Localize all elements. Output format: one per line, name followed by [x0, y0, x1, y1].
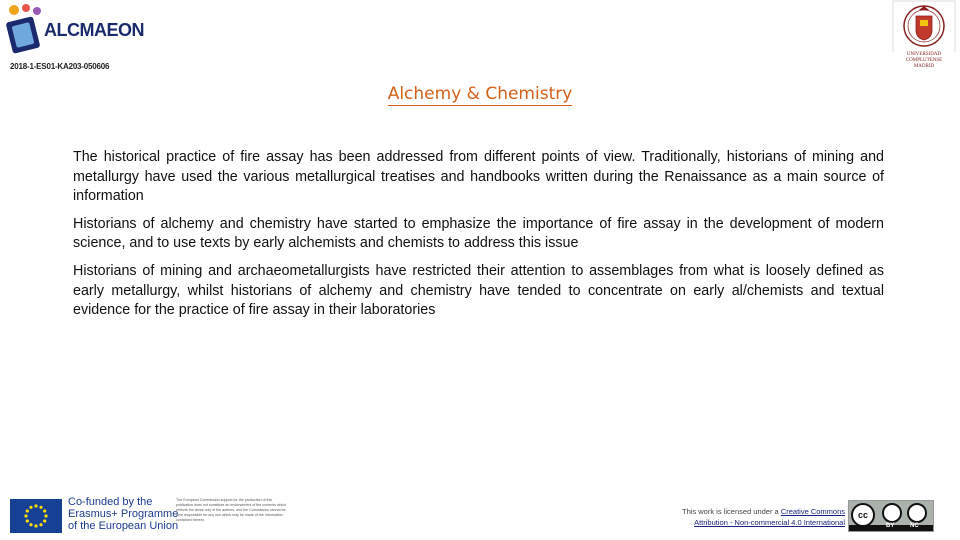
paragraph: Historians of alchemy and chemistry have started to emphasize the importance of fire assay in the development of modern science, and to use texts by early alchemists and chemists to address this issue [73, 215, 884, 252]
erasmus-cofunding-logo [10, 495, 290, 535]
slide-title [0, 84, 960, 104]
eu-cofunded-text [68, 496, 178, 532]
paragraph: Historians of mining and archaeometallurgists have restricted their attention to assemblages from what is loosely defined as early metallurgy, whilst historians of alchemy and chemistry have tended to concentrate on early al/chemists and textual evidence for the practice of fire assay in their laboratories [73, 262, 884, 319]
noncommercial-icon [907, 503, 927, 523]
by-label: BY [886, 523, 895, 529]
eu-line-3: of the European Union [68, 520, 179, 532]
license-link-cc[interactable]: Creative Commons [780, 507, 845, 516]
project-code: 2018-1-ES01-KA203-050606 [10, 62, 110, 71]
attribution-icon [882, 503, 902, 523]
alcmaeon-logo [4, 2, 144, 72]
slide-title-text: Alchemy & Chemistry [387, 84, 573, 104]
nc-label: NC [910, 523, 919, 529]
eu-disclaimer: The European Commission support for the production of this publication does not constitute an endorsement of the contents which reflects the views only of the authors, and the Commission cannot be held responsible for any use which may be made of the information contained therein. [176, 498, 287, 522]
slide-body [73, 148, 884, 329]
paragraph: The historical practice of fire assay has been addressed from different points of view. Traditionally, historians of mining and metallurgy have used the various metallurgical treatises and handbooks written during the Renaissance as a main source of information [73, 149, 884, 205]
university-crest-icon [892, 0, 956, 52]
cc-license-badge[interactable] [848, 500, 934, 532]
eu-line-2: Erasmus+ Programme [68, 508, 179, 520]
license-notice [682, 506, 845, 528]
license-link-type[interactable]: Attribution - Non-commercial 4.0 International [694, 518, 845, 527]
eu-line-1: Co-funded by the [68, 496, 153, 508]
university-name: UNIVERSIDAD COMPLUTENSE MADRID [905, 52, 943, 69]
eu-flag-icon [10, 499, 62, 533]
logo-name: ALCMAEON [44, 20, 144, 40]
alcmaeon-emblem-icon [4, 2, 44, 58]
ucm-logo [892, 0, 956, 75]
license-prefix: This work is licensed under a [682, 507, 781, 516]
cc-icon: cc [851, 503, 875, 527]
